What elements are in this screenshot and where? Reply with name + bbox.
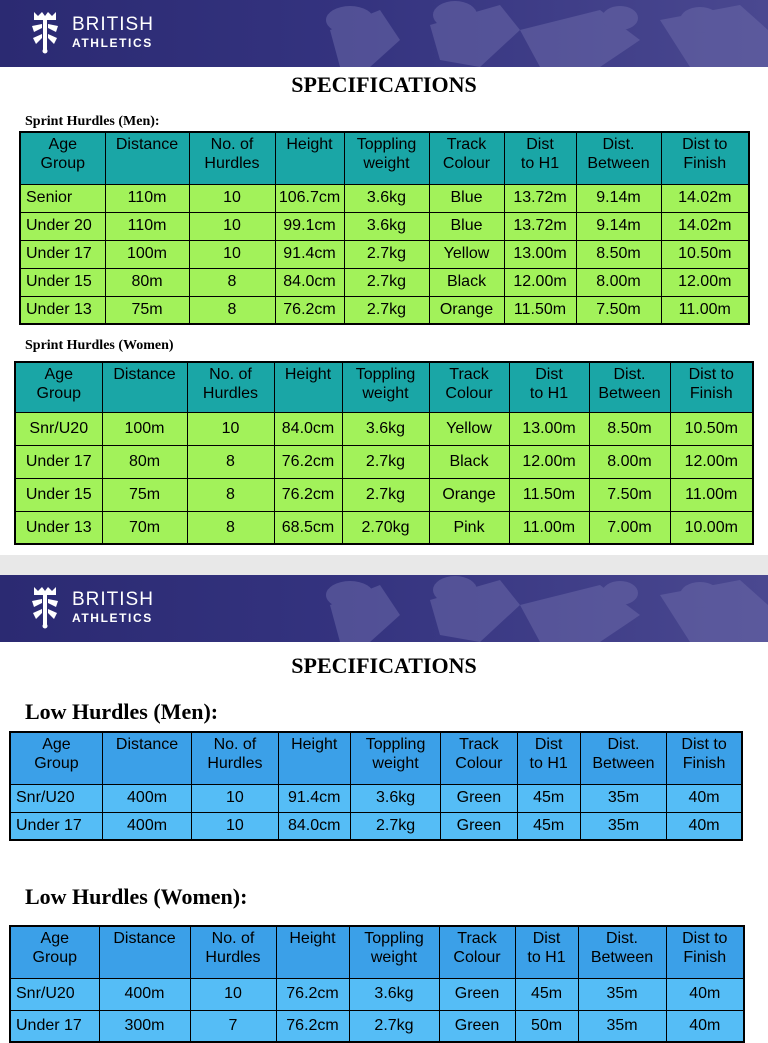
table-cell: 8.50m — [576, 240, 661, 268]
table-cell: 100m — [102, 412, 187, 445]
sprint-hurdles-men-table — [19, 131, 750, 325]
column-header-line: Hurdles — [207, 755, 263, 773]
column-header — [10, 926, 99, 978]
table-cell: 91.4cm — [275, 240, 344, 268]
table-cell: 70m — [102, 511, 187, 544]
column-header-line: to H1 — [529, 755, 568, 773]
column-header — [189, 132, 275, 184]
column-header-line: Distance — [113, 930, 176, 947]
table-cell: Green — [439, 978, 515, 1010]
table-cell: 11.00m — [670, 478, 753, 511]
brand-line-2: ATHLETICS — [72, 611, 153, 625]
table-cell: 10 — [189, 184, 275, 212]
table-cell: 76.2cm — [276, 978, 349, 1010]
column-header — [276, 926, 349, 978]
column-header-line — [279, 754, 350, 773]
table-cell: 12.00m — [509, 445, 589, 478]
column-header-line: Colour — [455, 755, 503, 773]
table-cell: 2.7kg — [342, 478, 429, 511]
table-cell: 11.50m — [504, 296, 576, 324]
column-header — [190, 926, 276, 978]
column-header-line: Finish — [683, 949, 727, 967]
column-header — [578, 926, 666, 978]
table-cell: Under 17 — [15, 445, 102, 478]
column-header-line: Dist — [526, 136, 554, 153]
table-cell: 40m — [667, 812, 742, 840]
page-title: SPECIFICATIONS — [291, 653, 477, 678]
table-cell: 3.6kg — [344, 184, 429, 212]
table-cell: 100m — [105, 240, 189, 268]
column-header-line: Dist — [532, 930, 561, 947]
column-header — [344, 132, 429, 184]
column-header — [274, 362, 342, 412]
column-header — [187, 362, 274, 412]
section-label-sprint-men: Sprint Hurdles (Men): — [25, 114, 160, 129]
table-cell: 75m — [105, 296, 189, 324]
table-cell: 12.00m — [504, 268, 576, 296]
table-cell: 400m — [102, 784, 191, 812]
table-row — [20, 212, 749, 240]
column-header-line: Dist. — [613, 366, 646, 383]
column-header-line — [106, 154, 189, 173]
table-cell: Under 17 — [10, 812, 102, 840]
slide-separator — [0, 555, 768, 575]
table-header-row — [10, 732, 742, 784]
table-cell: 45m — [517, 784, 580, 812]
column-header-line: Dist. — [602, 136, 635, 153]
table-cell: 11.00m — [509, 511, 589, 544]
column-header-line: Height — [289, 930, 336, 947]
table-cell: Green — [441, 812, 517, 840]
column-header-line: Dist — [534, 736, 563, 753]
column-header — [342, 362, 429, 412]
table-cell: 84.0cm — [278, 812, 350, 840]
column-header-line: to H1 — [520, 155, 560, 173]
column-header-line: Dist. — [607, 736, 640, 753]
table-cell: 7.50m — [589, 478, 670, 511]
column-header-line: Group — [40, 155, 85, 173]
table-cell: 7.50m — [576, 296, 661, 324]
table-cell: 2.7kg — [344, 240, 429, 268]
table-cell: 35m — [580, 784, 666, 812]
column-header — [509, 362, 589, 412]
column-header-line: Age — [44, 366, 73, 383]
column-header-line: Between — [592, 755, 655, 773]
table-cell: Pink — [429, 511, 509, 544]
table-cell: 7 — [190, 1010, 276, 1042]
crest-icon — [28, 10, 62, 54]
section-label-sprint-women: Sprint Hurdles (Women) — [25, 338, 174, 353]
table-cell: 35m — [578, 978, 666, 1010]
column-header — [275, 132, 344, 184]
table-row — [10, 1010, 744, 1042]
table-cell: 9.14m — [576, 184, 661, 212]
column-header-line — [103, 754, 191, 773]
column-header-line: Finish — [682, 755, 726, 773]
column-header — [667, 732, 742, 784]
table-cell: 8 — [187, 511, 274, 544]
column-header — [517, 732, 580, 784]
column-header-line — [103, 384, 187, 403]
column-header-line: Toppling — [365, 736, 426, 753]
column-header — [102, 362, 187, 412]
table-cell: 3.6kg — [342, 412, 429, 445]
table-cell: 106.7cm — [275, 184, 344, 212]
column-header-line: Track — [457, 930, 497, 947]
table-cell: 8.00m — [589, 445, 670, 478]
column-header-line: Height — [284, 366, 332, 383]
column-header-line: Track — [446, 136, 487, 153]
table-cell: 2.7kg — [349, 1010, 439, 1042]
table-cell: Orange — [429, 296, 504, 324]
column-header-line: Age — [48, 136, 77, 153]
table-cell: Under 15 — [20, 268, 105, 296]
column-header-line: No. of — [213, 736, 257, 753]
column-header — [99, 926, 190, 978]
table-row — [15, 412, 753, 445]
crest-icon — [28, 585, 62, 629]
column-header — [105, 132, 189, 184]
column-header-line: Between — [590, 949, 654, 967]
table-cell: 400m — [99, 978, 190, 1010]
column-header-line: Distance — [113, 366, 176, 383]
table-cell: 400m — [102, 812, 191, 840]
table-cell: 10.50m — [661, 240, 749, 268]
column-header — [10, 732, 102, 784]
column-header-line: Colour — [442, 155, 491, 173]
british-athletics-banner — [0, 0, 768, 67]
table-cell: 8 — [189, 296, 275, 324]
table-cell: Blue — [429, 212, 504, 240]
column-header-line: Age — [42, 736, 71, 753]
table-header-row — [10, 926, 744, 978]
brand-line-1: BRITISH — [72, 14, 154, 35]
table-cell: Yellow — [429, 412, 509, 445]
table-cell: 11.00m — [661, 296, 749, 324]
table-cell: 13.00m — [504, 240, 576, 268]
table-cell: 91.4cm — [278, 784, 350, 812]
column-header-line: Colour — [445, 385, 493, 403]
table-cell: 8 — [187, 478, 274, 511]
brand-line-1: BRITISH — [72, 589, 154, 610]
table-cell: 35m — [578, 1010, 666, 1042]
table-cell: Orange — [429, 478, 509, 511]
table-cell: 76.2cm — [276, 1010, 349, 1042]
table-cell: 8 — [189, 268, 275, 296]
column-header-line: Hurdles — [205, 949, 261, 967]
column-header-line: No. of — [209, 366, 252, 383]
table-cell: 10 — [189, 212, 275, 240]
table-cell: Yellow — [429, 240, 504, 268]
table-cell: 14.02m — [661, 212, 749, 240]
column-header-line: Hurdles — [204, 155, 260, 173]
table-cell: Under 20 — [20, 212, 105, 240]
table-cell: 10 — [192, 784, 278, 812]
table-cell: 2.7kg — [342, 445, 429, 478]
column-header — [429, 362, 509, 412]
table-row — [20, 184, 749, 212]
column-header-line: Finish — [689, 385, 733, 403]
table-cell: 35m — [580, 812, 666, 840]
table-row — [20, 268, 749, 296]
column-header-line: Group — [36, 385, 81, 403]
table-cell: 3.6kg — [349, 978, 439, 1010]
column-header-line — [100, 948, 190, 967]
column-header — [20, 132, 105, 184]
column-header-line: weight — [363, 155, 410, 173]
column-header-line: Dist to — [682, 930, 728, 947]
column-header-line: Dist to — [681, 736, 727, 753]
table-cell: 8.50m — [589, 412, 670, 445]
british-athletics-banner — [0, 575, 768, 642]
table-cell: 99.1cm — [275, 212, 344, 240]
column-header-line: Dist to — [682, 136, 728, 153]
column-header-line: Dist to — [688, 366, 734, 383]
table-cell: 2.70kg — [342, 511, 429, 544]
column-header — [349, 926, 439, 978]
table-cell: 12.00m — [661, 268, 749, 296]
table-cell: 10.00m — [670, 511, 753, 544]
column-header-line: Height — [286, 136, 333, 153]
column-header — [515, 926, 578, 978]
table-row — [10, 812, 742, 840]
table-cell: 13.00m — [509, 412, 589, 445]
column-header-line — [277, 948, 349, 967]
column-header-line: Group — [34, 755, 79, 773]
table-cell: 84.0cm — [275, 268, 344, 296]
table-cell: 10 — [192, 812, 278, 840]
low-hurdles-women-table — [9, 925, 745, 1043]
table-cell: 2.7kg — [344, 268, 429, 296]
table-cell: 13.72m — [504, 184, 576, 212]
table-cell: Black — [429, 445, 509, 478]
table-cell: Black — [429, 268, 504, 296]
brand-line-2: ATHLETICS — [72, 36, 153, 50]
table-cell: 14.02m — [661, 184, 749, 212]
column-header-line: to H1 — [527, 949, 566, 967]
table-cell: 9.14m — [576, 212, 661, 240]
table-row — [15, 478, 753, 511]
column-header-line: Group — [32, 949, 77, 967]
table-cell: 10 — [187, 412, 274, 445]
column-header-line: Dist. — [606, 930, 638, 947]
table-row — [20, 240, 749, 268]
column-header-line: Colour — [453, 949, 501, 967]
table-cell: 68.5cm — [274, 511, 342, 544]
table-cell: 40m — [666, 978, 744, 1010]
table-cell: Under 13 — [15, 511, 102, 544]
british-athletics-logo — [28, 10, 154, 54]
column-header-line: Distance — [115, 136, 179, 153]
table-cell: 110m — [105, 212, 189, 240]
column-header-line: weight — [362, 385, 409, 403]
table-cell: 80m — [105, 268, 189, 296]
table-cell: 76.2cm — [274, 478, 342, 511]
column-header — [102, 732, 191, 784]
table-cell: 76.2cm — [274, 445, 342, 478]
table-cell: Senior — [20, 184, 105, 212]
column-header-line: Age — [40, 930, 69, 947]
table-cell: Green — [439, 1010, 515, 1042]
table-cell: 50m — [515, 1010, 578, 1042]
table-cell: 10.50m — [670, 412, 753, 445]
column-header-line: Finish — [683, 155, 727, 173]
table-cell: 40m — [667, 784, 742, 812]
table-cell: 2.7kg — [350, 812, 440, 840]
table-cell: Snr/U20 — [10, 784, 102, 812]
column-header-line: Hurdles — [202, 385, 259, 403]
table-header-row — [15, 362, 753, 412]
column-header-line: Distance — [115, 736, 179, 753]
column-header — [661, 132, 749, 184]
table-cell: 76.2cm — [275, 296, 344, 324]
table-cell: 84.0cm — [274, 412, 342, 445]
column-header — [576, 132, 661, 184]
table-cell: 3.6kg — [344, 212, 429, 240]
table-row — [20, 296, 749, 324]
column-header-line: weight — [370, 949, 418, 967]
column-header-line: Toppling — [356, 136, 417, 153]
column-header — [15, 362, 102, 412]
table-row — [15, 445, 753, 478]
column-header-line: Between — [598, 385, 661, 403]
table-cell: 110m — [105, 184, 189, 212]
low-hurdles-men-table — [9, 731, 743, 841]
table-cell: 40m — [666, 1010, 744, 1042]
table-cell: Under 15 — [15, 478, 102, 511]
column-header — [504, 132, 576, 184]
column-header-line: Dist — [535, 366, 563, 383]
table-cell: 8.00m — [576, 268, 661, 296]
column-header — [429, 132, 504, 184]
column-header-line: Height — [291, 736, 338, 753]
section-label-low-men: Low Hurdles (Men): — [25, 699, 219, 724]
column-header-line: Track — [449, 366, 489, 383]
table-row — [10, 978, 744, 1010]
table-row — [10, 784, 742, 812]
column-header — [670, 362, 753, 412]
table-cell: Snr/U20 — [15, 412, 102, 445]
column-header-line: No. of — [211, 930, 255, 947]
column-header-line: to H1 — [529, 385, 569, 403]
column-header — [589, 362, 670, 412]
column-header — [192, 732, 278, 784]
column-header — [278, 732, 350, 784]
table-cell: 45m — [515, 978, 578, 1010]
table-cell: 75m — [102, 478, 187, 511]
table-cell: 7.00m — [589, 511, 670, 544]
table-cell: Green — [441, 784, 517, 812]
british-athletics-logo — [28, 585, 154, 629]
sprint-hurdles-women-table — [14, 361, 754, 545]
slide-low-hurdles — [0, 575, 768, 1035]
table-header-row — [20, 132, 749, 184]
table-cell: Snr/U20 — [10, 978, 99, 1010]
table-cell: 300m — [99, 1010, 190, 1042]
table-cell: 2.7kg — [344, 296, 429, 324]
table-cell: 11.50m — [509, 478, 589, 511]
page-title: SPECIFICATIONS — [291, 72, 477, 97]
column-header — [666, 926, 744, 978]
column-header-line: weight — [372, 755, 419, 773]
table-cell: 45m — [517, 812, 580, 840]
column-header-line: Toppling — [364, 930, 424, 947]
table-cell: 8 — [187, 445, 274, 478]
column-header — [439, 926, 515, 978]
column-header-line: No. of — [210, 136, 254, 153]
column-header-line: Track — [459, 736, 499, 753]
table-cell: Under 13 — [20, 296, 105, 324]
table-row — [15, 511, 753, 544]
table-cell: 13.72m — [504, 212, 576, 240]
table-cell: Under 17 — [10, 1010, 99, 1042]
table-cell: Blue — [429, 184, 504, 212]
column-header-line: Toppling — [355, 366, 416, 383]
section-label-low-women: Low Hurdles (Women): — [25, 884, 248, 909]
column-header-line: Between — [587, 155, 650, 173]
table-cell: 80m — [102, 445, 187, 478]
table-cell: 10 — [189, 240, 275, 268]
table-cell: 10 — [190, 978, 276, 1010]
column-header-line — [275, 384, 342, 403]
table-cell: 12.00m — [670, 445, 753, 478]
column-header — [441, 732, 517, 784]
table-cell: 3.6kg — [350, 784, 440, 812]
column-header — [580, 732, 666, 784]
column-header — [350, 732, 440, 784]
column-header-line — [276, 154, 344, 173]
table-cell: Under 17 — [20, 240, 105, 268]
